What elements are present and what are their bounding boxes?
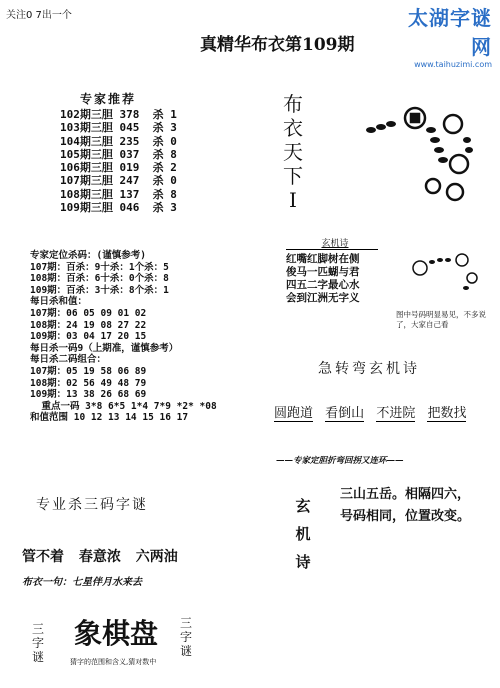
xuanji-line: 号码相同，位置改变。 [340, 509, 471, 524]
expert-heading: 专家推荐 [80, 92, 137, 106]
expert-list [60, 108, 177, 214]
position-row: 107期：05 19 58 06 89 [30, 365, 147, 377]
position-row: 108期：百杀：6十杀：0个杀：8 [30, 273, 169, 285]
position-row: 每日杀二码组合： [30, 354, 107, 366]
poem-line: 红嘴红脚树在侧 [286, 253, 360, 265]
position-row: 107期：06 05 09 01 02 [30, 307, 147, 319]
page-title: 真精华布衣第109期 [200, 35, 355, 55]
site-logo[interactable] [388, 2, 492, 69]
chain-illustration [400, 246, 480, 306]
position-row: 专家定位杀码：(谨慎参考) [30, 250, 146, 261]
follow-text: 关注0 7出一个 [6, 10, 72, 21]
logo-brand: 太湖字谜网 [408, 6, 492, 59]
expert-row: 108期三胆 137 杀 8 [60, 187, 177, 201]
position-row: 109期：03 04 17 20 15 [30, 331, 147, 343]
poem-line: 四五二字最心水 [286, 279, 360, 291]
position-row: 109期：百杀：3十杀：8个杀：1 [30, 284, 169, 296]
coins-illustration [355, 100, 485, 210]
position-row: 109期：13 38 26 68 69 [30, 389, 147, 401]
riddle-heading: 急转弯玄机诗 [318, 361, 420, 377]
position-row: 108期：24 19 08 27 22 [30, 319, 147, 331]
expert-row: 102期三胆 378 杀 1 [60, 108, 177, 121]
riddle-phrase: 不进院 [376, 406, 416, 421]
position-row: 每日杀一码9（上期准，谨慎参考） [30, 342, 179, 354]
three-char-riddle-left: 三字谜 [31, 622, 44, 664]
expert-row: 105期三胆 037 杀 8 [60, 147, 177, 161]
expert-row: 104期三胆 235 杀 0 [60, 134, 177, 148]
riddle-phrase: 把数找 [427, 406, 467, 421]
expert-row: 103期三胆 045 杀 3 [60, 121, 177, 135]
expert-row: 107期三胆 247 杀 0 [60, 174, 177, 188]
divider-caption: ——专家定胆折弯回拐又连环—— [276, 456, 404, 466]
position-row: 每日杀和值： [30, 296, 88, 308]
position-row: 108期：02 56 49 48 79 [30, 377, 147, 389]
three-phrases: 管不着 春意浓 六两油 [22, 549, 178, 565]
poem-line: 俊马一匹蝴与君 [286, 266, 360, 278]
xuanji-vertical: 玄机诗 [295, 497, 311, 571]
xuanji-line: 三山五岳。相隔四六， [340, 487, 471, 502]
riddle-phrases [274, 402, 474, 421]
buyi-sentence: 布衣一句：七星伴月水来去 [22, 577, 142, 588]
position-row: 重点一码 3*8 6*5 1*4 7*9 *2* *08 [30, 400, 217, 412]
xiangqi-note: 猜字的范围和含义,猜对数中 [70, 658, 157, 666]
riddle-phrase: 圆跑道 [274, 406, 314, 421]
poem-heading: 玄机诗 [321, 239, 349, 249]
xiangqi-riddle: 象棋盘 [74, 617, 159, 650]
position-kill-block [30, 250, 217, 424]
pro-kill-heading: 专业杀三码字谜 [36, 497, 148, 513]
buyi-vertical-title: 布衣天下I [283, 92, 303, 212]
expert-row: 109期三胆 046 杀 3 [60, 201, 177, 215]
mystery-poem [286, 236, 378, 305]
logo-url: www.taihuzimi.com [414, 60, 492, 69]
poem-line: 会到江洲无字义 [286, 292, 360, 304]
three-char-riddle-right: 三字谜 [179, 616, 192, 658]
position-row: 107期：百杀：9十杀：1个杀：5 [30, 261, 169, 273]
position-row: 和值范围 10 12 13 14 15 16 17 [30, 412, 189, 424]
xuanji-poem [340, 484, 490, 528]
board-note: 图中号码明显易见，不多说了，大家自己看 [396, 310, 486, 329]
expert-row: 106期三胆 019 杀 2 [60, 161, 177, 175]
riddle-phrase: 看倒山 [325, 406, 365, 421]
